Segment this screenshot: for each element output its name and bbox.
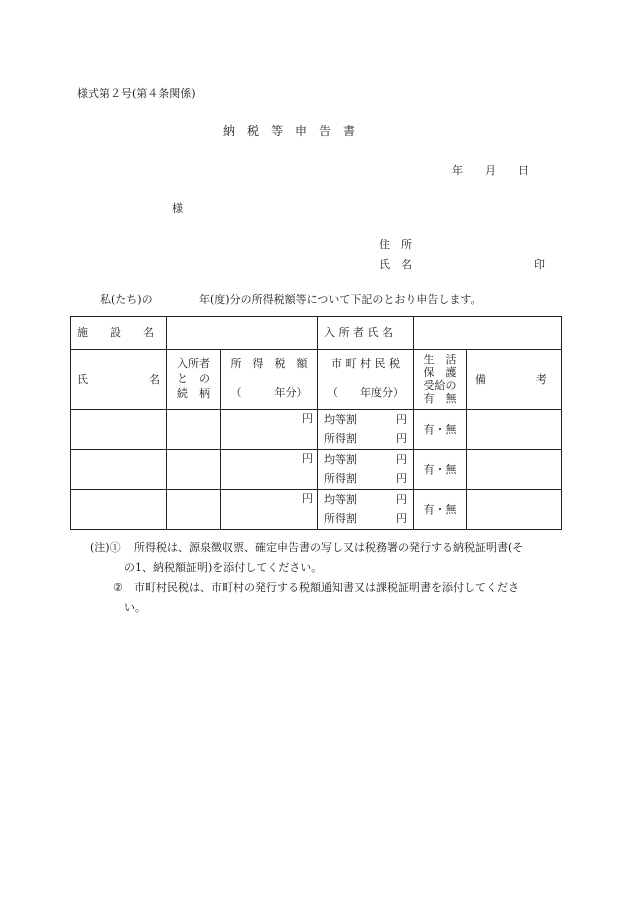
date-line: 年 月 日: [452, 164, 529, 177]
income-rate-label: 所得割: [324, 511, 357, 525]
facility-label-cell: [71, 317, 167, 350]
seal-mark: 印: [534, 258, 545, 271]
address-label: 住 所: [379, 238, 412, 251]
municipal-tax-field[interactable]: [318, 490, 414, 530]
yen-unit: 円: [396, 471, 407, 485]
notes-prefix: (注)①: [90, 541, 121, 554]
intro-suffix: 年(度)分の所得税額等について下記のとおり申告します。: [199, 293, 482, 306]
remarks-field[interactable]: [467, 490, 562, 530]
form-number: 様式第２号(第４条関係): [77, 87, 196, 100]
yen-unit: 円: [396, 511, 407, 525]
note2-mark: ②: [113, 581, 123, 594]
person-name-field[interactable]: [71, 490, 167, 530]
facility-name-field[interactable]: [167, 317, 318, 350]
person-name-field[interactable]: [71, 410, 167, 450]
yen-unit: 円: [396, 492, 407, 506]
income-tax-year: （ 年分）: [230, 386, 308, 399]
income-tax-amount-field[interactable]: [221, 450, 318, 490]
flat-rate-label: 均等割: [324, 492, 357, 506]
name-header: [71, 350, 167, 410]
welfare-yes-no: 有・無: [423, 502, 457, 516]
addressee-suffix: 様: [172, 202, 183, 215]
income-tax-header: [221, 350, 318, 410]
flat-rate-label: 均等割: [324, 452, 357, 466]
municipal-tax-year: （ 年度分）: [327, 386, 404, 399]
welfare-header: [414, 350, 467, 410]
name-label: 氏 名: [379, 258, 412, 271]
income-rate-label: 所得割: [324, 471, 357, 485]
yen-unit: 円: [302, 452, 313, 465]
income-tax-amount-field[interactable]: [221, 410, 318, 450]
name-header-right: 名: [149, 372, 160, 386]
yen-unit: 円: [396, 412, 407, 426]
municipal-tax-field[interactable]: [318, 450, 414, 490]
welfare-header-line3: 受給の: [423, 379, 457, 392]
resident-name-label-cell: [318, 317, 414, 350]
relation-field[interactable]: [167, 490, 221, 530]
relation-field[interactable]: [167, 410, 221, 450]
welfare-yes-no: 有・無: [423, 422, 457, 436]
yen-unit: 円: [302, 492, 313, 505]
flat-rate-label: 均等割: [324, 412, 357, 426]
remarks-header: [467, 350, 562, 410]
relation-header-line3: 続 柄: [177, 387, 210, 400]
remarks-field[interactable]: [467, 410, 562, 450]
relation-header: [167, 350, 221, 410]
name-header-left: 氏: [77, 372, 88, 386]
yen-unit: 円: [302, 412, 313, 425]
income-tax-amount-field[interactable]: [221, 490, 318, 530]
welfare-choice[interactable]: [414, 410, 467, 450]
relation-field[interactable]: [167, 450, 221, 490]
relation-header-line1: 入所者: [177, 357, 210, 370]
welfare-yes-no: 有・無: [423, 462, 457, 476]
note1-line1: 所得税は、源泉徴収票、確定申告書の写し又は税務署の発行する納税証明書(そ: [134, 541, 524, 554]
declaration-table: [70, 316, 562, 530]
welfare-choice[interactable]: [414, 450, 467, 490]
table-row: [71, 490, 562, 530]
note1-line2: の1、納税額証明)を添付してください。: [124, 561, 323, 574]
income-rate-label: 所得割: [324, 431, 357, 445]
income-tax-label: 所 得 税 額: [230, 357, 308, 370]
municipal-tax-field[interactable]: [318, 410, 414, 450]
welfare-header-line4: 有 無: [423, 392, 457, 405]
resident-name-label: 入 所 者 氏 名: [324, 326, 393, 340]
municipal-tax-label: 市 町 村 民 税: [331, 357, 400, 370]
table-row: [71, 410, 562, 450]
remarks-header-right: 考: [536, 372, 547, 386]
note2-line1: 市町村民税は、市町村の発行する税額通知書又は課税証明書を添付してくださ: [134, 581, 519, 594]
note2-line2: い。: [124, 601, 146, 614]
person-name-field[interactable]: [71, 450, 167, 490]
resident-name-field[interactable]: [414, 317, 562, 350]
welfare-header-line2: 保 護: [423, 366, 457, 379]
municipal-tax-header: [318, 350, 414, 410]
remarks-field[interactable]: [467, 450, 562, 490]
yen-unit: 円: [396, 431, 407, 445]
table-row: [71, 450, 562, 490]
welfare-choice[interactable]: [414, 490, 467, 530]
yen-unit: 円: [396, 452, 407, 466]
form-title: 納 税 等 申 告 書: [223, 124, 356, 138]
intro-prefix: 私(たち)の: [100, 293, 153, 306]
welfare-header-line1: 生 活: [423, 353, 457, 366]
remarks-header-left: 備: [475, 372, 486, 386]
relation-header-line2: と の: [177, 372, 210, 385]
facility-label: 施 設 名: [77, 326, 154, 340]
